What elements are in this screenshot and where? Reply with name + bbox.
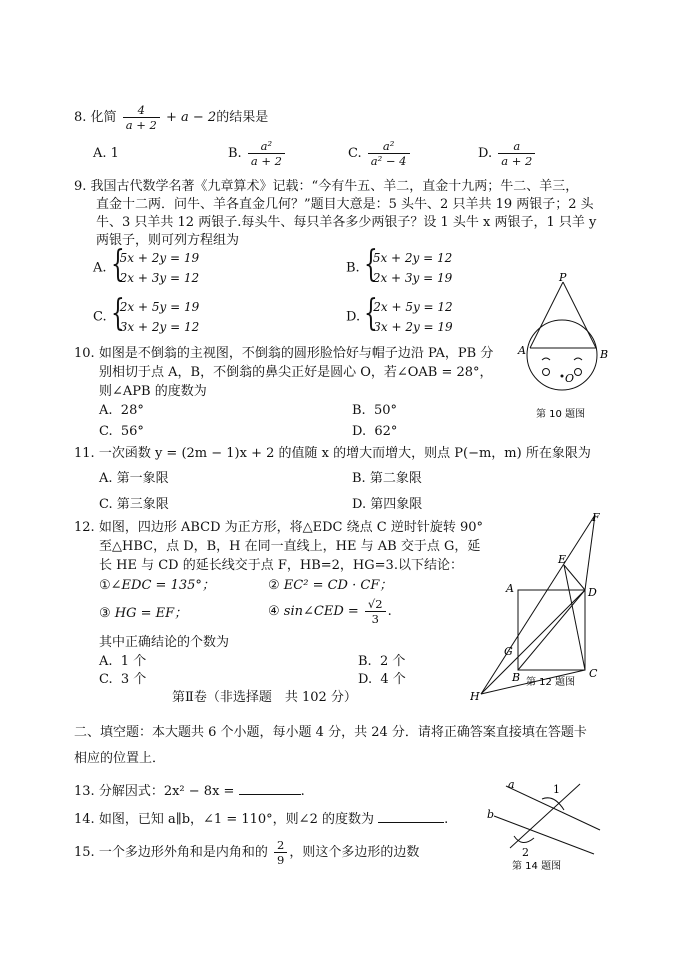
- q13-stem: 13. 分解因式：2x² − 8x = .: [74, 781, 305, 800]
- part2-title: 第Ⅱ卷（非选择题 共 102 分）: [172, 690, 357, 705]
- q10-face-circle: [527, 320, 597, 390]
- q11-stem: 11. 一次函数 y = (2m − 1)x + 2 的值随 x 的增大而增大，则点 P(−m，m) 所在象限为: [74, 446, 591, 461]
- q9-line-1: 9. 我国古代数学名著《九章算术》记载：“今有牛五、羊二，直金十九两；牛二、羊三，: [74, 179, 579, 194]
- q8-prefix: 化简: [90, 110, 117, 125]
- q12-ask: 其中正确结论的个数为: [99, 635, 230, 650]
- q8-frac-den: a + 2: [125, 118, 157, 132]
- q8-suffix: 的结果是: [216, 110, 269, 125]
- q8-stem: [74, 103, 268, 132]
- q12-line-3: 长 HE 与 CD 的延长线交于点 F，HB=2，HG=3.以下结论：: [99, 558, 463, 573]
- q8-number: 8.: [74, 110, 87, 125]
- q8-fraction: [123, 103, 160, 132]
- q10-tangent-pb: [563, 282, 596, 348]
- q14-label-angle-1: 1: [553, 783, 560, 796]
- q12-line-1: 12. 如图，四边形 ABCD 为正方形，将△EDC 绕点 C 逆时针旋转 90°: [74, 520, 484, 535]
- q12-conclusion-1: ①∠EDC = 135°；: [99, 578, 215, 593]
- q9-line-4: 两银子，则可列方程组为: [96, 233, 240, 248]
- q12-option-d: D. 4 个: [358, 672, 406, 687]
- q9-option-d: D. { 2x + 5y = 12 3x + 2y = 19: [346, 293, 453, 334]
- q12-caption: 第 12 题图: [526, 677, 576, 688]
- section2-line-1: 二、填空题：本大题共 6 个小题，每小题 4 分，共 24 分．请将正确答案直接填在答题卡: [74, 725, 587, 740]
- q12-line-bd: [518, 590, 585, 670]
- q12-line-2: 至△HBC，点 D，B，H 在同一直线上，HE 与 AB 交于点 G，延: [99, 539, 481, 554]
- q12-label-g: G: [504, 645, 513, 658]
- q12-option-a: A. 1 个: [99, 654, 147, 669]
- q10-caption: 第 10 题图: [536, 409, 586, 420]
- q10-option-b: B. 50°: [352, 403, 397, 418]
- q12-label-a: A: [506, 582, 514, 595]
- q12-label-b: B: [512, 671, 521, 684]
- q12-option-b: B. 2 个: [358, 654, 406, 669]
- q10-line-2: 别相切于点 A，B，不倒翁的鼻尖正好是圆心 O，若∠OAB = 28°，: [99, 365, 493, 380]
- q14-line-b: [494, 816, 594, 854]
- q12-line-ed: [564, 565, 585, 590]
- q8-frac-num: 4: [123, 103, 160, 118]
- q12-line-ec: [564, 565, 585, 670]
- q9-option-b: B. { 5x + 2y = 12 2x + 3y = 19: [346, 244, 453, 285]
- q9-option-c: C. { 2x + 5y = 19 3x + 2y = 12: [93, 293, 200, 334]
- q14-answer-blank[interactable]: [378, 809, 444, 823]
- q12-line-hf: [481, 515, 595, 694]
- q10-label-p: P: [559, 271, 567, 284]
- q10-option-d: D. 62°: [352, 424, 398, 439]
- q12-option-c: C. 3 个: [99, 672, 147, 687]
- q10-option-c: C. 56°: [99, 424, 144, 439]
- q12-label-f: F: [592, 511, 600, 524]
- q10-label-o: O: [565, 372, 575, 385]
- q14-label-angle-2: 2: [522, 846, 529, 859]
- q12-conclusion-2: ② EC² = CD · CF；: [268, 578, 393, 593]
- q12-line-df: [585, 515, 595, 590]
- q12-figure: [470, 508, 620, 708]
- q8-option-d: D. $\frac{a}{a + 2}$: [478, 139, 537, 168]
- q10-label-b: B: [600, 348, 609, 361]
- q12-conclusion-4: ④ sin∠CED = $\frac{√2}{3}$ .: [268, 597, 392, 626]
- q9-line-2: 直金十二两．问牛、羊各直金几何？”题目大意是：5 头牛、2 只羊共 19 两银子；2 头: [96, 197, 594, 212]
- q8-option-b: B. $\frac{\text{a²}}{a + 2}$: [228, 139, 287, 168]
- q14-figure: [484, 776, 604, 876]
- q11-option-d: D. 第四象限: [352, 497, 423, 512]
- q12-conclusion-3: ③ HG = EF；: [99, 606, 188, 621]
- section2-line-2: 相应的位置上．: [74, 751, 166, 766]
- q8-expr-tail: + a − 2: [165, 110, 217, 125]
- q11-option-a: A. 第一象限: [99, 471, 169, 486]
- q10-label-a: A: [518, 344, 526, 357]
- q11-option-c: C. 第三象限: [99, 497, 169, 512]
- q14-label-b: b: [487, 808, 495, 821]
- q8-option-a: A. 1: [93, 146, 119, 161]
- q14-label-a: a: [508, 778, 515, 791]
- q9-line-3: 牛、3 只羊共 12 两银子.每头牛、每只羊各多少两银子？设 1 头牛 x 两银子，1 只羊 y: [96, 215, 597, 230]
- q12-label-d: D: [588, 586, 597, 599]
- q8-option-c: C. $\frac{\text{a²}}{\text{a² − 4}}$: [348, 139, 412, 168]
- q11-option-b: B. 第二象限: [352, 471, 422, 486]
- q10-line-1: 10. 如图是不倒翁的主视图，不倒翁的圆形脸恰好与帽子边沿 PA，PB 分: [74, 346, 494, 361]
- q14-caption: 第 14 题图: [512, 861, 562, 872]
- q13-answer-blank[interactable]: [239, 781, 301, 795]
- q9-option-a: A. { 5x + 2y = 19 2x + 3y = 12: [93, 244, 200, 285]
- q10-option-a: A. 28°: [99, 403, 144, 418]
- q12-label-c: C: [589, 667, 598, 680]
- q14-stem: 14. 如图，已知 a∥b，∠1 = 110°，则∠2 的度数为 .: [74, 809, 448, 828]
- q10-figure: [510, 270, 620, 422]
- q10-tangent-pa: [530, 282, 563, 348]
- q15-stem: 15. 一个多边形外角和是内角和的 $\frac{2}{9}$ ，则这个多边形的边数: [74, 838, 420, 867]
- q10-line-3: 则∠APB 的度数为: [99, 384, 207, 399]
- q12-label-e: E: [558, 553, 567, 566]
- q12-label-h: H: [470, 690, 480, 703]
